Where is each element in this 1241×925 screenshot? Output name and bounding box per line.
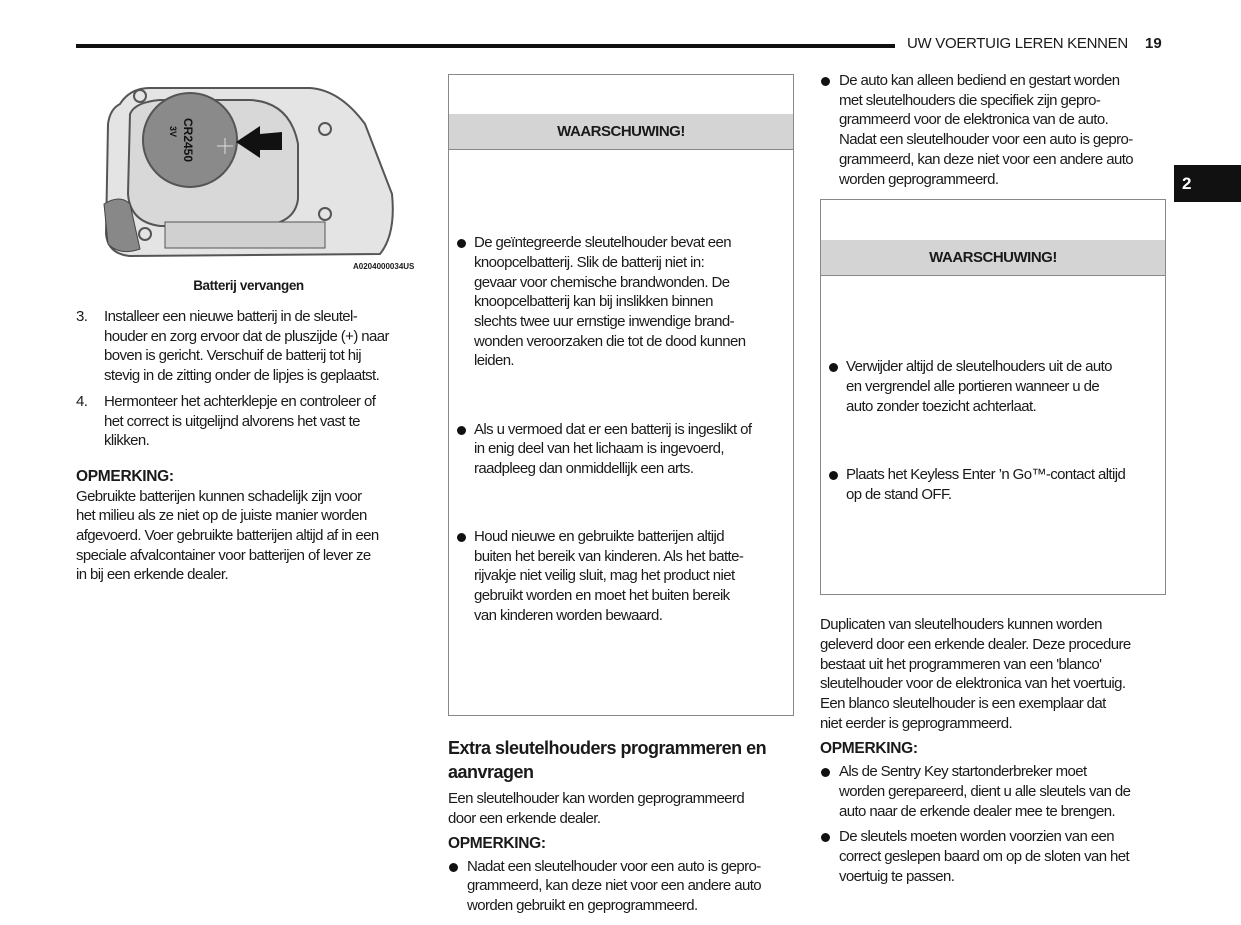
column-1 [76,307,436,585]
note-item: De sleutels moeten worden voorzien van een correct geslepen baard om op de sloten van het voertuig te passen. [820,827,1166,886]
warning-heading: WAARSCHUWING! [821,240,1165,276]
battery-label: CR2450 [181,118,195,163]
step-number: 4. [76,392,88,410]
list-item: De auto kan alleen bediend en gestart worden met sleutelhouders die specifiek zijn gepro- grammeerd voor de elektronica van de auto. Nadat een sleutelhouder voor een auto is gepro- grammeerd, kan deze niet voor een andere auto worden geprogrammeerd. [820,71,1166,189]
warning-box-battery [448,74,794,716]
key-fob-battery-illustration [100,84,400,260]
warning-item: Verwijder altijd de sleutelhouders uit de auto en vergrendel alle portieren wanneer u de auto zonder toezicht achterlaat. [821,357,1165,416]
column-2 [448,74,794,925]
step-text: Hermonteer het achterklepje en controleer of het correct is uitgelijnd alvorens het vast te klikken. [104,392,376,450]
warning-box-keys [820,199,1166,595]
note-item: Als de Sentry Key startonderbreker moet worden gerepareerd, dient u alle sleutels van de auto naar de erkende dealer mee te brengen. [820,762,1166,821]
step-4 [76,392,436,451]
step-3 [76,307,436,386]
chapter-title: UW VOERTUIG LEREN KENNEN [907,35,1128,52]
figure-caption: Batterij vervangen [193,278,304,293]
chapter-tab: 2 [1174,165,1241,202]
step-text: Installeer een nieuwe batterij in de sleutel- houder en zorg ervoor dat de pluszijde (+) naar boven is gericht. Verschuif de batterij tot hij stevig in de zitting onder de lipjes is geplaatst. [104,308,389,385]
note-text: Gebruikte batterijen kunnen schadelijk zijn voor het milieu als ze niet op de juiste manier worden afgevoerd. Voer gebruikte batterijen altijd af in een speciale afvalcontainer voor batterijen of lever ze in bij een erkende dealer. [76,487,379,584]
warning-item: Als u vermoed dat er een batterij is ingeslikt of in enig deel van het lichaam is ingevoerd, raadpleeg dan onmiddellijk een arts. [449,420,793,479]
step-number: 3. [76,308,88,325]
page-number: 19 [1145,35,1162,52]
note-heading: OPMERKING: [76,467,174,485]
note-heading: OPMERKING: [448,834,546,852]
note-heading: OPMERKING: [820,740,918,758]
warning-heading: WAARSCHUWING! [449,114,793,150]
header-rule [76,44,895,48]
warning-item: De geïntegreerde sleutelhouder bevat een knoopcelbatterij. Slik de batterij niet in: gevaar voor chemische brandwonden. De knoopcelbatterij kan bij inslikken binnen slechts twee uur ernstige inwendige brand- wonden veroorzaken die tot de dood kunnen leiden. [449,233,793,371]
figure-code: A0204000034US [353,262,415,271]
section-text: Een sleutelhouder kan worden geprogrammeerd door een erkende dealer. [448,790,745,828]
column-3 [820,71,1166,895]
section-heading: Extra sleutelhouders programmeren en aanvragen [448,738,767,783]
note-item: Nadat een sleutelhouder voor een auto is gepro- grammeerd, kan deze niet voor een andere auto worden gebruikt en geprogrammeerd. [448,857,794,916]
duplicates-paragraph: Duplicaten van sleutelhouders kunnen worden geleverd door een erkende dealer. Deze procedure bestaat uit het programmeren van een 'blanco' sleutelhouder voor de elektronica van het voertuig. Een blanco sleutelhouder is een exemplaar dat niet eerder is geprogrammeerd. [820,616,1131,732]
battery-voltage: 3V [168,126,178,138]
warning-item: Houd nieuwe en gebruikte batterijen altijd buiten het bereik van kinderen. Als het batte- rijvakje niet veilig sluit, mag het product niet gebruikt worden en moet het buiten bereik van kinderen worden bewaard. [449,527,793,626]
warning-item: Plaats het Keyless Enter ’n Go™-contact altijd op de stand OFF. [821,465,1165,504]
